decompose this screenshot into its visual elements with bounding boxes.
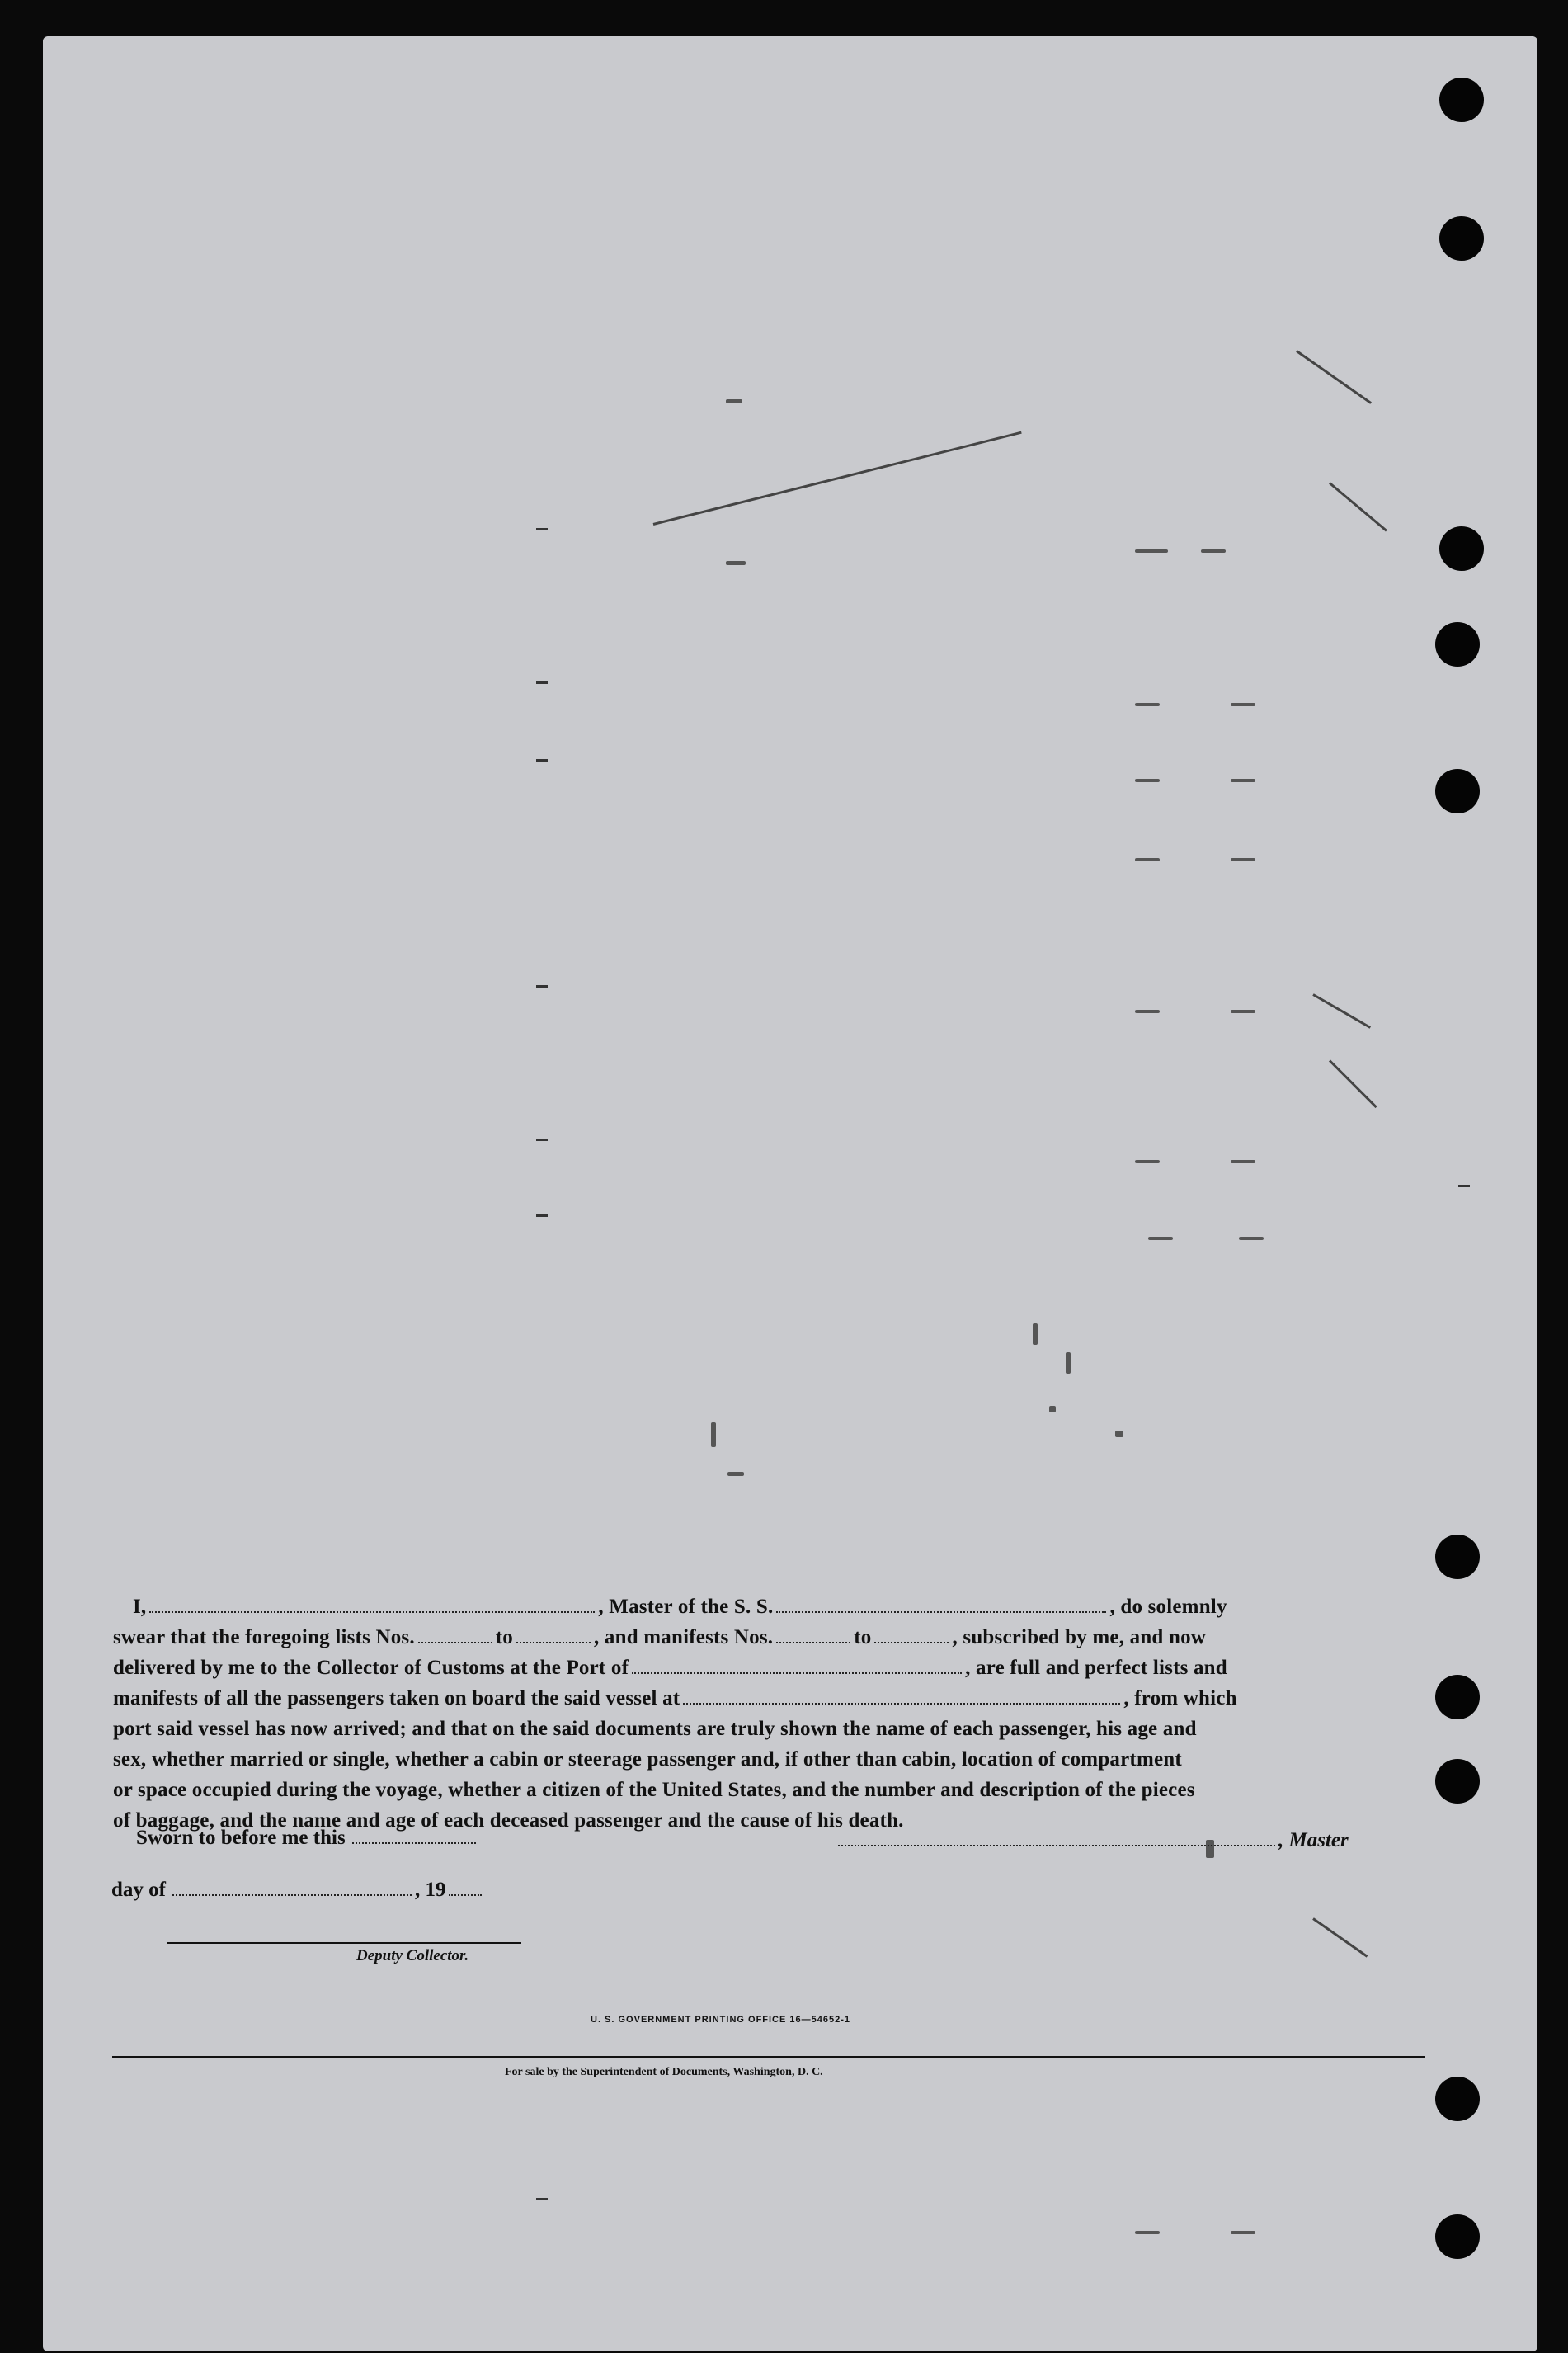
binder-hole [1435,1675,1480,1719]
oath-text: to [495,1626,514,1648]
binder-hole [1435,2214,1480,2259]
oath-text: I, [133,1596,147,1618]
pencil-mark [1312,993,1371,1029]
for-sale-note: For sale by the Superintendent of Documents, Washington, D. C. [505,2066,823,2078]
sworn-label: Sworn to before me this [136,1827,346,1849]
oath-text: delivered by me to the Collector of Customs at the Port of [113,1657,629,1679]
pencil-mark [653,431,1022,526]
oath-line: port said vessel has now arrived; and that on the said documents are truly shown the name of each passenger, his age and [113,1718,1197,1740]
margin-dash [536,759,548,762]
margin-dash [536,2198,548,2200]
oath-text: , subscribed by me, and now [952,1626,1207,1648]
oath-line [113,1653,1426,1683]
binder-hole [1435,622,1480,667]
blank-field [776,1591,1106,1613]
pencil-mark [1329,482,1387,531]
blank-field [149,1591,595,1613]
pencil-mark [1329,1059,1377,1108]
blank-field [776,1622,850,1643]
oath-text: to [854,1626,872,1648]
blank-field [172,1874,412,1896]
binder-hole [1439,216,1484,261]
footer-rule [112,2056,1425,2058]
day-of-label: day of [111,1879,166,1901]
document-page [43,36,1537,2351]
margin-dash [536,681,548,684]
blank-field [632,1653,962,1674]
oath-text: , Master of the S. S. [598,1596,774,1618]
margin-dash [536,1214,548,1217]
blank-field [516,1622,591,1643]
pencil-mark [1312,1917,1368,1957]
margin-dash [536,1139,548,1141]
oath-text: , and manifests Nos. [594,1626,774,1648]
binder-hole [1435,2077,1480,2121]
oath-paragraph [113,1591,1426,1836]
year-label: , 19 [414,1879,446,1901]
oath-line: of baggage, and the name and age of each deceased passenger and the cause of his death. [113,1809,904,1832]
margin-dash [1458,1185,1470,1187]
oath-line: sex, whether married or single, whether a cabin or steerage passenger and, if other than cabin, location of compartment [113,1748,1182,1771]
oath-line [113,1591,1426,1622]
oath-text: , do solemnly [1109,1596,1227,1618]
master-signature-line [835,1825,1349,1852]
oath-text: , from which [1123,1687,1237,1709]
blank-field [352,1823,476,1844]
binder-hole [1439,78,1484,122]
binder-hole [1435,769,1480,813]
printing-office-line: U. S. GOVERNMENT PRINTING OFFICE 16—54652-1 [591,2015,851,2025]
deputy-collector-label: Deputy Collector. [356,1947,469,1964]
oath-text: swear that the foregoing lists Nos. [113,1626,415,1648]
binder-hole [1439,526,1484,571]
margin-dash [536,528,548,530]
oath-text: manifests of all the passengers taken on board the said vessel at [113,1687,680,1709]
pencil-mark [1296,350,1372,404]
binder-hole [1435,1535,1480,1579]
blank-field [418,1622,492,1643]
blank-field [449,1874,482,1896]
oath-line [113,1622,1426,1653]
margin-dash [536,985,548,988]
blank-field [838,1825,1275,1846]
oath-line [113,1683,1426,1714]
deputy-signature-rule [167,1942,521,1944]
binder-hole [1435,1759,1480,1804]
oath-text: , are full and perfect lists and [965,1657,1227,1679]
day-of-line [111,1874,485,1902]
master-label: , Master [1278,1829,1349,1851]
sworn-line [136,1823,479,1850]
blank-field [683,1683,1120,1705]
oath-line: or space occupied during the voyage, whether a citizen of the United States, and the number and description of the pieces [113,1779,1195,1801]
blank-field [874,1622,949,1643]
